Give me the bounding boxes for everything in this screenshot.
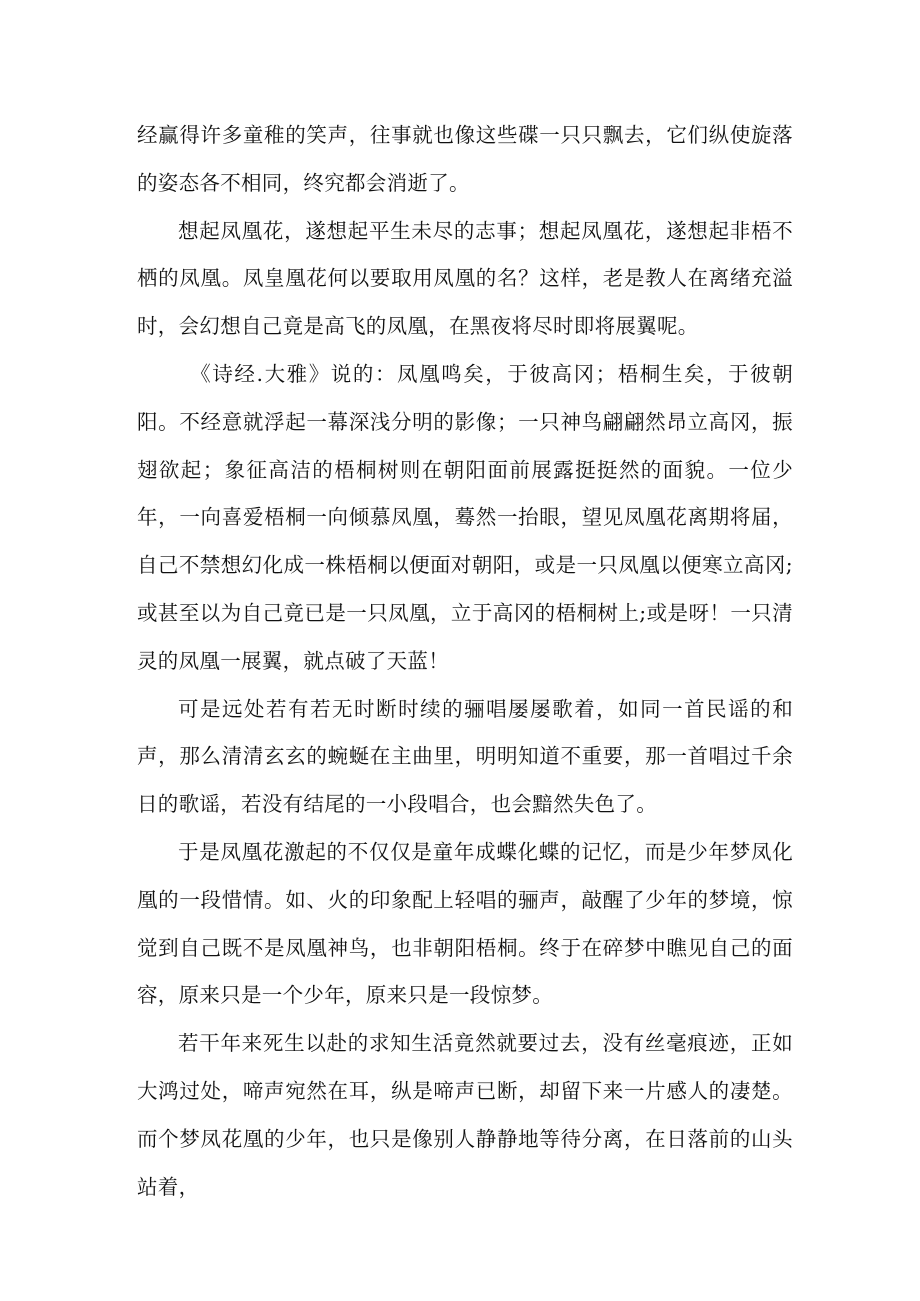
paragraph-5: 于是凤凰花激起的不仅仅是童年成蝶化蝶的记忆，而是少年梦凤化凰的一段惜情。如、火的印象配上轻唱的骊声，敲醒了少年的梦境，惊觉到自己既不是凤凰神鸟，也非朝阳梧桐。终于在碎梦中瞧见自己的面容，原来只是一个少年，原来只是一段惊梦。 — [137, 839, 793, 1008]
paragraph-2: 想起凤凰花，遂想起平生未尽的志事；想起凤凰花，遂想起非梧不栖的凤凰。凤皇凰花何以要取用凤凰的名？这样，老是教人在离绪充溢时，会幻想自己竟是高飞的凤凰，在黑夜将尽时即将展翼呢。 — [137, 218, 793, 339]
paragraph-3: 《诗经.大雅》说的：凤凰鸣矣，于彼高冈；梧桐生矣，于彼朝阳。不经意就浮起一幕深浅分明的影像；一只神鸟翩翩然昂立高冈，振翅欲起；象征高洁的梧桐树则在朝阳面前展露挺挺然的面貌。一位少年，一向喜爱梧桐一向倾慕凤凰，蓦然一抬眼，望见凤凰花离期将届，自己不禁想幻化成一株梧桐以便面对朝阳，或是一只凤凰以便寒立高冈;或甚至以为自己竟已是一只凤凰，立于高冈的梧桐树上;或是呀！一只清灵的凤凰一展翼，就点破了天蓝！ — [137, 361, 793, 673]
paragraph-4: 可是远处若有若无时断时续的骊唱屡屡歌着，如同一首民谣的和声，那么清清玄玄的蜿蜒在主曲里，明明知道不重要，那一首唱过千余日的歌谣，若没有结尾的一小段唱合，也会黯然失色了。 — [137, 696, 793, 817]
paragraph-1: 经赢得许多童稚的笑声，往事就也像这些碟一只只飘去，它们纵使旋落的姿态各不相同，终究都会消逝了。 — [137, 123, 793, 195]
document-body — [137, 112, 793, 1211]
paragraph-6: 若干年来死生以赴的求知生活竟然就要过去，没有丝毫痕迹，正如大鸿过处，啼声宛然在耳，纵是啼声已断，却留下来一片感人的凄楚。而个梦凤花凰的少年，也只是像别人静静地等待分离，在日落前的山头站着， — [137, 1031, 793, 1199]
